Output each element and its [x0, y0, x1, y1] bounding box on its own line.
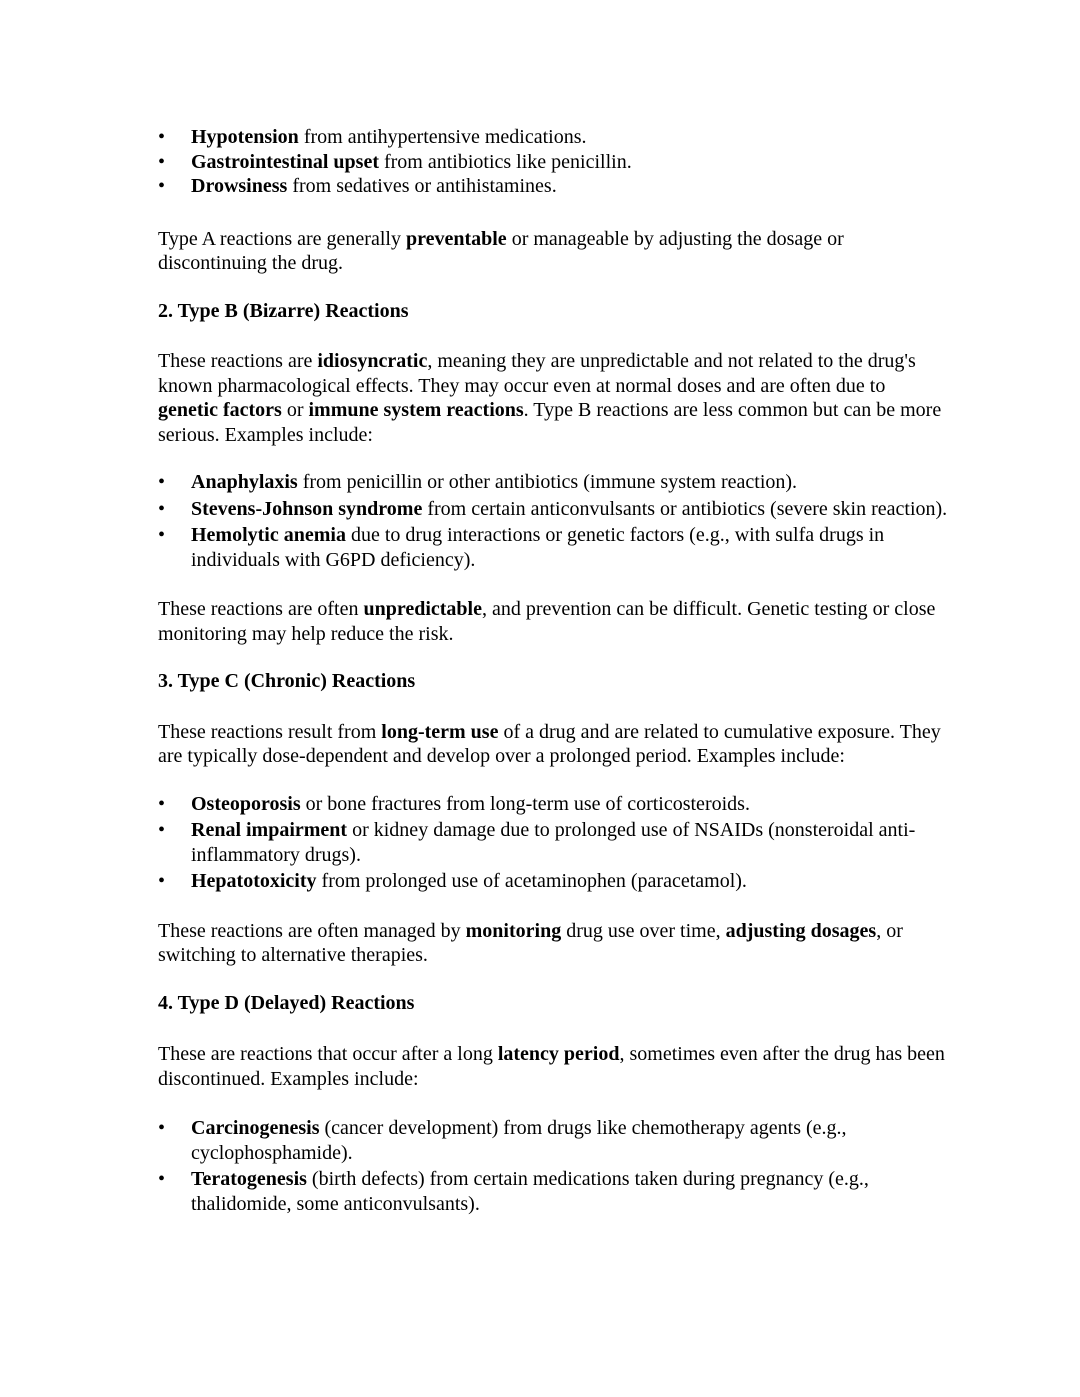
- list-item: [158, 125, 948, 150]
- list-item: [158, 1167, 948, 1216]
- list-item-term: Hemolytic anemia: [191, 524, 346, 546]
- list-item-term: Anaphylaxis: [191, 471, 298, 493]
- list-item-text: from antibiotics like penicillin.: [378, 150, 632, 173]
- list-item-text: from certain anticonvulsants or antibiotics (severe skin reaction).: [422, 497, 948, 520]
- list-item-text: (birth defects) from certain medications taken during pregnancy (e.g., thalidomide, some anticonvulsants).: [191, 1168, 869, 1215]
- list-item-term: Gastrointestinal upset: [191, 150, 379, 173]
- list-item-term: Carcinogenesis: [191, 1117, 320, 1139]
- type-d-heading: 4. Type D (Delayed) Reactions: [158, 991, 415, 1014]
- list-item-text: from penicillin or other antibiotics (immune system reaction).: [297, 471, 798, 493]
- list-item-term: Stevens-Johnson syndrome: [191, 497, 423, 520]
- list-item-term: Osteoporosis: [191, 792, 301, 815]
- document-page: [158, 125, 948, 1218]
- list-item-text: from antihypertensive medications.: [298, 126, 587, 148]
- type-c-note: These reactions are often managed by monitoring drug use over time, adjusting dosages, or switching to alternative therapies.: [158, 919, 903, 966]
- list-item: [158, 497, 948, 522]
- type-b-examples-list: [158, 470, 948, 572]
- list-item: [158, 470, 948, 495]
- list-item-term: Drowsiness: [191, 175, 288, 197]
- list-item: [158, 869, 948, 894]
- type-a-note: Type A reactions are generally preventable or manageable by adjusting the dosage or discontinuing the drug.: [158, 227, 844, 274]
- list-item-text: or bone fractures from long-term use of corticosteroids.: [300, 792, 750, 815]
- list-item-text: from prolonged use of acetaminophen (paracetamol).: [316, 870, 747, 892]
- list-item: [158, 818, 948, 867]
- list-item-text: or kidney damage due to prolonged use of NSAIDs (nonsteroidal anti-inflammatory drugs).: [191, 819, 916, 866]
- list-item: [158, 1116, 948, 1165]
- list-item-term: Hepatotoxicity: [191, 870, 317, 892]
- list-item: [158, 174, 948, 199]
- type-c-examples-list: [158, 792, 948, 894]
- type-c-description: These reactions result from long-term use of a drug and are related to cumulative exposure. They are typically dose-dependent and develop over a prolonged period. Examples include:: [158, 720, 941, 767]
- list-item: [158, 150, 948, 175]
- type-d-examples-list: [158, 1116, 948, 1216]
- list-item-term: Teratogenesis: [191, 1168, 307, 1190]
- type-b-description: These reactions are idiosyncratic, meaning they are unpredictable and not related to the drug's known pharmacological effects. They may occur even at normal doses and are often due to genetic factors or immune system reactions. Type B reactions are less common but can be more serious. Examples include:: [158, 350, 942, 446]
- type-c-heading: 3. Type C (Chronic) Reactions: [158, 670, 416, 692]
- list-item: [158, 523, 948, 572]
- type-d-description: These are reactions that occur after a long latency period, sometimes even after the drug has been discontinued. Examples include:: [158, 1043, 945, 1090]
- list-item-text: due to drug interactions or genetic factors (e.g., with sulfa drugs in individuals with G6PD deficiency).: [191, 524, 885, 571]
- list-item-text: (cancer development) from drugs like chemotherapy agents (e.g., cyclophosphamide).: [191, 1117, 847, 1164]
- type-b-heading: 2. Type B (Bizarre) Reactions: [158, 299, 409, 322]
- type-a-examples-list: [158, 125, 948, 199]
- list-item-term: Hypotension: [191, 126, 299, 148]
- list-item-term: Renal impairment: [191, 819, 348, 841]
- type-b-note: These reactions are often unpredictable, and prevention can be difficult. Genetic testing or close monitoring may help reduce the risk.: [158, 598, 936, 645]
- list-item: [158, 792, 948, 817]
- list-item-text: from sedatives or antihistamines.: [287, 175, 557, 197]
